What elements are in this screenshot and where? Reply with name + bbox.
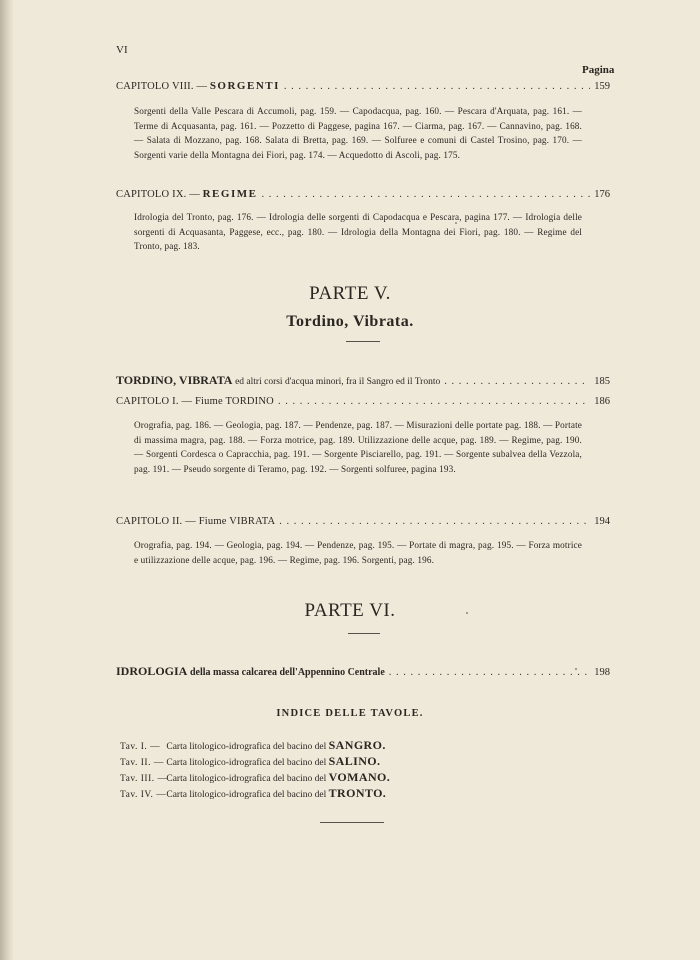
part-subtitle: Tordino, Vibrata. <box>286 313 414 330</box>
section-heading-rest: ed altri corsi d'acqua minori, fra il Sangro ed il Tronto <box>235 377 441 387</box>
chapter-summary <box>134 210 582 254</box>
chapter-summary <box>134 418 582 476</box>
chapter-topic: SORGENTI <box>209 80 280 92</box>
plate-number: Tav. I. — <box>120 742 161 752</box>
toc-entry-capitolo-2[interactable] <box>116 516 610 527</box>
summary-text: Orografia, pag. 186. — Geologia, pag. 187. — Pendenze, pag. 187. — Misurazioni delle portate pag. 188. — Portate di massima magra, pag. 188. — Forza motrice, pag. 189. Utilizzazione delle acque, pag. 189. — Regime, pag. 190. — Sorgenti Cordesca o Capracchia, pag. 191. — Sorgente Pisciarello, pag. 191. — Sorgente subalvea della Vezzola, pag. 191. — Pseudo sorgente di Teramo, pag. 192. — Sorgenti solfuree, pagina 193. <box>134 420 582 474</box>
toc-entry-idrologia[interactable] <box>116 664 610 679</box>
page-number: VI <box>116 44 128 56</box>
plate-number: Tav. III. — <box>120 774 168 784</box>
pagina-column-header: Pagina <box>582 64 615 76</box>
summary-text: Sorgenti della Valle Pescara di Accumoli, pag. 159. — Capodacqua, pag. 160. — Pescara d'Arquata, pag. 161. — Terme di Acquasanta, pag. 161. — Pozzetto di Paggese, pagina 167. — Ciarma, pag. 167. — Cannavino, pag. 168. — Salata di Mozzano, pag. 168. Salata di Bretta, pag. 169. — Solfuree e comuni di Castel Trosino, pag. 170. — Sorgenti varie della Montagna dei Fiori, pag. 174. — Acquedotto di Ascoli, pag. 175. <box>134 106 582 160</box>
chapter-label: CAPITOLO IX. — <box>116 189 200 200</box>
page-ref: 159 <box>594 81 610 92</box>
page-ref: 194 <box>594 516 610 527</box>
chapter-label: CAPITOLO VIII. — <box>116 81 208 92</box>
leader-dots <box>261 189 590 200</box>
chapter-summary <box>134 538 582 567</box>
plate-number: Tav. II. — <box>120 758 164 768</box>
page-ref: 186 <box>594 396 610 407</box>
section-rule <box>348 633 380 634</box>
page-binding-shadow <box>0 0 14 960</box>
plate-entry[interactable] <box>120 770 390 785</box>
plate-basin: VOMANO. <box>328 770 391 784</box>
plate-description: Carta litologico-idrografica del bacino del <box>166 742 327 752</box>
leader-dots <box>284 81 590 92</box>
plates-index-title: INDICE DELLE TAVOLE. <box>276 708 424 719</box>
plate-description: Carta litologico-idrografica del bacino del <box>166 790 327 800</box>
part-title: PARTE VI. <box>304 600 396 621</box>
closing-rule <box>320 822 384 823</box>
page-ref: 176 <box>594 189 610 200</box>
toc-entry-tordino-vibrata[interactable] <box>116 373 610 388</box>
paper-speck <box>575 668 577 670</box>
plate-description: Carta litologico-idrografica del bacino del <box>166 774 327 784</box>
leader-dots <box>279 516 590 527</box>
leader-dots <box>278 396 590 407</box>
toc-entry-capitolo-9[interactable] <box>116 188 610 200</box>
page-ref: 198 <box>594 667 610 678</box>
paper-speck <box>466 612 468 614</box>
part-title: PARTE V. <box>309 283 391 304</box>
section-rule <box>346 341 380 342</box>
plate-basin: TRONTO. <box>328 786 387 800</box>
toc-entry-capitolo-8[interactable] <box>116 80 610 92</box>
summary-text: Orografia, pag. 194. — Geologia, pag. 194. — Pendenze, pag. 195. — Portate di magra, pag. 195. — Forza motrice e utilizzazione delle acque, pag. 196. — Regime, pag. 196. Sorgenti, pag. 196. <box>134 540 582 565</box>
plate-entry[interactable] <box>120 738 386 753</box>
section-heading: TORDINO, VIBRATA <box>116 373 233 387</box>
plate-basin: SALINO. <box>328 754 381 768</box>
plate-entry[interactable] <box>120 754 380 769</box>
summary-text: Idrologia del Tronto, pag. 176. — Idrologia delle sorgenti di Capodacqua e Pescara, pagina 177. — Idrologia delle sorgenti di Acquasanta, Paggese, ecc., pag. 180. — Idrologia della Montagna dei Fiori, pag. 180. — Regime del Tronto, pag. 183. <box>134 212 582 251</box>
paper-speck <box>455 222 457 224</box>
leader-dots <box>389 667 590 678</box>
plate-entry[interactable] <box>120 786 386 801</box>
section-heading-rest: della massa calcarea dell'Appennino Centrale <box>189 667 385 678</box>
leader-dots <box>444 376 590 387</box>
toc-entry-capitolo-1[interactable] <box>116 396 610 407</box>
plate-basin: SANGRO. <box>328 738 386 752</box>
page-ref: 185 <box>594 376 610 387</box>
section-heading: IDROLOGIA <box>116 664 188 678</box>
chapter-label: CAPITOLO II. — Fiume VIBRATA <box>116 516 276 527</box>
chapter-topic: REGIME <box>202 188 258 200</box>
chapter-summary <box>134 104 582 162</box>
chapter-label: CAPITOLO I. — Fiume TORDINO <box>116 396 274 407</box>
plate-number: Tav. IV. — <box>120 790 167 800</box>
plate-description: Carta litologico-idrografica del bacino del <box>166 758 327 768</box>
